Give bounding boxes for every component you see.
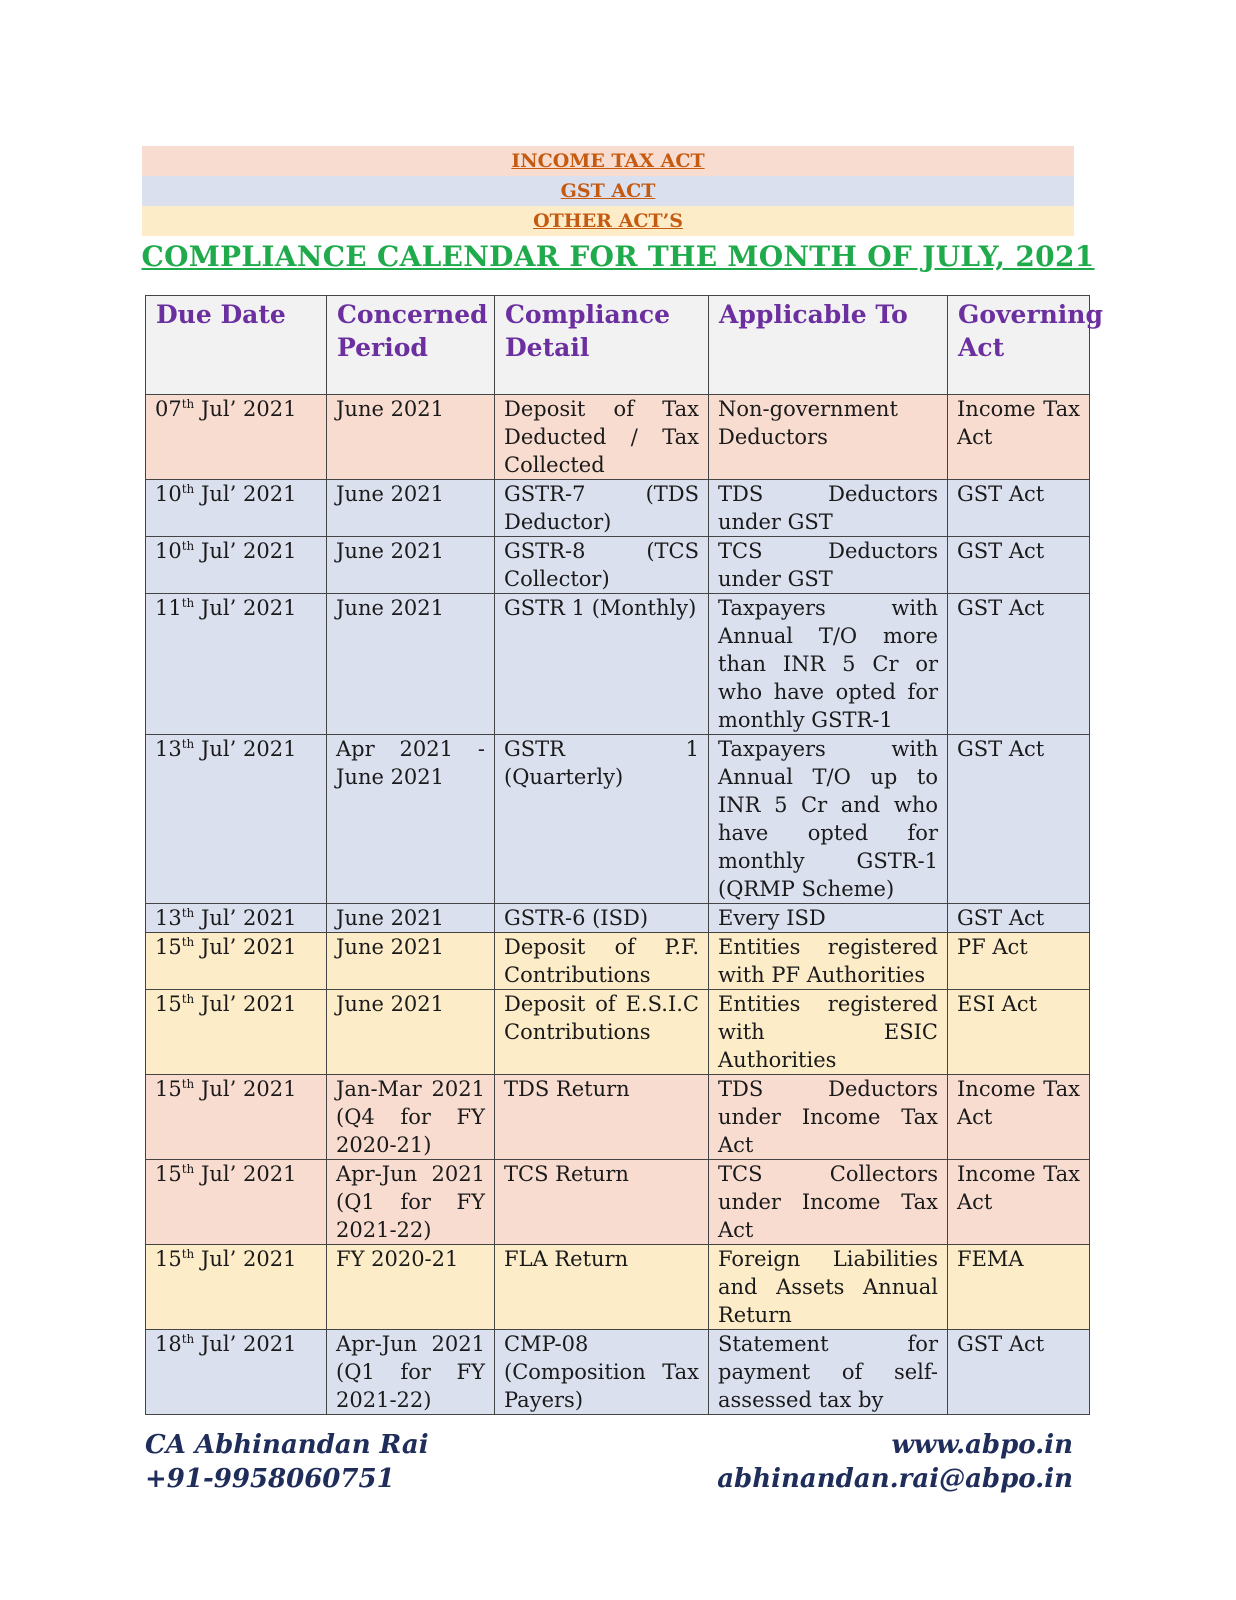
act-cell: GST Act bbox=[948, 1330, 1090, 1415]
due-day: 10 bbox=[155, 539, 182, 563]
applicable-cell: Every ISD bbox=[709, 904, 948, 933]
header-due-date: Due Date bbox=[146, 296, 327, 395]
due-day-suffix: th bbox=[181, 397, 195, 411]
table-row bbox=[146, 1245, 1090, 1330]
due-day: 15 bbox=[155, 935, 182, 959]
period-cell: June 2021 bbox=[327, 537, 495, 594]
due-date-cell bbox=[146, 1245, 327, 1330]
email-link[interactable]: abhinandan.rai@abpo.in bbox=[717, 1464, 1073, 1494]
act-cell: Income Tax Act bbox=[948, 1075, 1090, 1160]
header-concerned-period: Concerned Period bbox=[327, 296, 495, 395]
detail-cell: Deposit of Tax Deducted / Tax Collected bbox=[495, 395, 709, 480]
due-day-suffix: th bbox=[181, 1077, 195, 1091]
due-month: Jul’ 2021 bbox=[194, 1247, 297, 1271]
due-day-suffix: th bbox=[181, 935, 195, 949]
due-month: Jul’ 2021 bbox=[194, 1162, 297, 1186]
due-date-cell bbox=[146, 594, 327, 735]
due-date-cell bbox=[146, 537, 327, 594]
applicable-cell: Statement for payment of self-assessed tax by bbox=[709, 1330, 948, 1415]
author-phone: +91-9958060751 bbox=[145, 1464, 395, 1494]
applicable-cell: Non-government Deductors bbox=[709, 395, 948, 480]
due-date-cell bbox=[146, 904, 327, 933]
legend-other-acts: OTHER ACT’S bbox=[142, 206, 1074, 236]
due-day: 07 bbox=[155, 397, 182, 421]
author-name: CA Abhinandan Rai bbox=[145, 1430, 429, 1460]
compliance-table bbox=[145, 295, 1103, 1415]
period-cell: June 2021 bbox=[327, 480, 495, 537]
act-cell: PF Act bbox=[948, 933, 1090, 990]
period-cell: June 2021 bbox=[327, 933, 495, 990]
page-title: COMPLIANCE CALENDAR FOR THE MONTH OF JULY, 2021 bbox=[141, 240, 1095, 273]
period-cell: Apr-Jun 2021 (Q1 for FY 2021-22) bbox=[327, 1330, 495, 1415]
period-cell: June 2021 bbox=[327, 904, 495, 933]
applicable-cell: TCS Deductors under GST bbox=[709, 537, 948, 594]
table-row bbox=[146, 480, 1090, 537]
table-row bbox=[146, 933, 1090, 990]
detail-cell: TDS Return bbox=[495, 1075, 709, 1160]
due-day: 15 bbox=[155, 1162, 182, 1186]
detail-cell: GSTR-8 (TCS Collector) bbox=[495, 537, 709, 594]
due-day: 13 bbox=[155, 737, 182, 761]
due-month: Jul’ 2021 bbox=[194, 1332, 297, 1356]
due-day-suffix: th bbox=[181, 737, 195, 751]
due-day-suffix: th bbox=[181, 596, 195, 610]
due-day-suffix: th bbox=[181, 1332, 195, 1346]
applicable-cell: Entities registered with PF Authorities bbox=[709, 933, 948, 990]
period-cell: Jan-Mar 2021 (Q4 for FY 2020-21) bbox=[327, 1075, 495, 1160]
act-cell: FEMA bbox=[948, 1245, 1090, 1330]
detail-cell: FLA Return bbox=[495, 1245, 709, 1330]
due-month: Jul’ 2021 bbox=[194, 935, 297, 959]
table-body bbox=[146, 395, 1090, 1415]
period-cell: Apr-Jun 2021 (Q1 for FY 2021-22) bbox=[327, 1160, 495, 1245]
applicable-cell: Entities registered with ESIC Authorities bbox=[709, 990, 948, 1075]
due-date-cell bbox=[146, 933, 327, 990]
act-cell: Income Tax Act bbox=[948, 1160, 1090, 1245]
period-cell: FY 2020-21 bbox=[327, 1245, 495, 1330]
due-day-suffix: th bbox=[181, 1247, 195, 1261]
due-month: Jul’ 2021 bbox=[194, 1077, 297, 1101]
legend-income-tax: INCOME TAX ACT bbox=[142, 146, 1074, 176]
act-cell: Income Tax Act bbox=[948, 395, 1090, 480]
due-day-suffix: th bbox=[181, 906, 195, 920]
due-day: 15 bbox=[155, 992, 182, 1016]
applicable-cell: TDS Deductors under Income Tax Act bbox=[709, 1075, 948, 1160]
act-cell: GST Act bbox=[948, 537, 1090, 594]
detail-cell: CMP-08 (Composition Tax Payers) bbox=[495, 1330, 709, 1415]
applicable-cell: Foreign Liabilities and Assets Annual Return bbox=[709, 1245, 948, 1330]
contact-block bbox=[717, 1428, 1073, 1496]
act-cell: GST Act bbox=[948, 480, 1090, 537]
period-cell: June 2021 bbox=[327, 990, 495, 1075]
applicable-cell: TDS Deductors under GST bbox=[709, 480, 948, 537]
header-applicable-to: Applicable To bbox=[709, 296, 948, 395]
act-cell: ESI Act bbox=[948, 990, 1090, 1075]
due-day-suffix: th bbox=[181, 992, 195, 1006]
due-month: Jul’ 2021 bbox=[194, 992, 297, 1016]
detail-cell: Deposit of P.F. Contributions bbox=[495, 933, 709, 990]
due-day-suffix: th bbox=[181, 1162, 195, 1176]
due-day: 13 bbox=[155, 906, 182, 930]
due-date-cell bbox=[146, 480, 327, 537]
applicable-cell: TCS Collectors under Income Tax Act bbox=[709, 1160, 948, 1245]
due-day: 10 bbox=[155, 482, 182, 506]
due-date-cell bbox=[146, 1160, 327, 1245]
due-date-cell bbox=[146, 990, 327, 1075]
due-month: Jul’ 2021 bbox=[194, 596, 297, 620]
due-date-cell bbox=[146, 395, 327, 480]
due-day: 11 bbox=[155, 596, 182, 620]
detail-cell: GSTR 1 (Quarterly) bbox=[495, 735, 709, 904]
table-row bbox=[146, 990, 1090, 1075]
period-cell: Apr 2021 - June 2021 bbox=[327, 735, 495, 904]
due-month: Jul’ 2021 bbox=[194, 906, 297, 930]
detail-cell: GSTR-6 (ISD) bbox=[495, 904, 709, 933]
header-compliance-detail: Compliance Detail bbox=[495, 296, 709, 395]
due-month: Jul’ 2021 bbox=[194, 397, 297, 421]
due-month: Jul’ 2021 bbox=[194, 737, 297, 761]
due-day-suffix: th bbox=[181, 539, 195, 553]
applicable-cell: Taxpayers with Annual T/O more than INR 5 Cr or who have opted for monthly GSTR-1 bbox=[709, 594, 948, 735]
detail-cell: TCS Return bbox=[495, 1160, 709, 1245]
act-cell: GST Act bbox=[948, 594, 1090, 735]
website-link[interactable]: www.abpo.in bbox=[891, 1430, 1073, 1460]
table-row bbox=[146, 904, 1090, 933]
detail-cell: Deposit of E.S.I.C Contributions bbox=[495, 990, 709, 1075]
due-day-suffix: th bbox=[181, 482, 195, 496]
period-cell: June 2021 bbox=[327, 594, 495, 735]
header-governing-act: Governing Act bbox=[948, 296, 1090, 395]
author-block bbox=[145, 1428, 429, 1496]
table-row bbox=[146, 594, 1090, 735]
due-day: 18 bbox=[155, 1332, 182, 1356]
table-row bbox=[146, 395, 1090, 480]
act-cell: GST Act bbox=[948, 735, 1090, 904]
period-cell: June 2021 bbox=[327, 395, 495, 480]
due-date-cell bbox=[146, 1075, 327, 1160]
due-month: Jul’ 2021 bbox=[194, 482, 297, 506]
table-row bbox=[146, 1330, 1090, 1415]
due-date-cell bbox=[146, 735, 327, 904]
applicable-cell: Taxpayers with Annual T/O up to INR 5 Cr and who have opted for monthly GSTR-1 (QRMP Scheme) bbox=[709, 735, 948, 904]
table-row bbox=[146, 537, 1090, 594]
act-cell: GST Act bbox=[948, 904, 1090, 933]
table-row bbox=[146, 735, 1090, 904]
due-date-cell bbox=[146, 1330, 327, 1415]
detail-cell: GSTR-7 (TDS Deductor) bbox=[495, 480, 709, 537]
due-month: Jul’ 2021 bbox=[194, 539, 297, 563]
table-header-row bbox=[146, 296, 1090, 395]
table-row bbox=[146, 1075, 1090, 1160]
due-day: 15 bbox=[155, 1247, 182, 1271]
due-day: 15 bbox=[155, 1077, 182, 1101]
detail-cell: GSTR 1 (Monthly) bbox=[495, 594, 709, 735]
table-row bbox=[146, 1160, 1090, 1245]
legend-gst: GST ACT bbox=[142, 176, 1074, 206]
